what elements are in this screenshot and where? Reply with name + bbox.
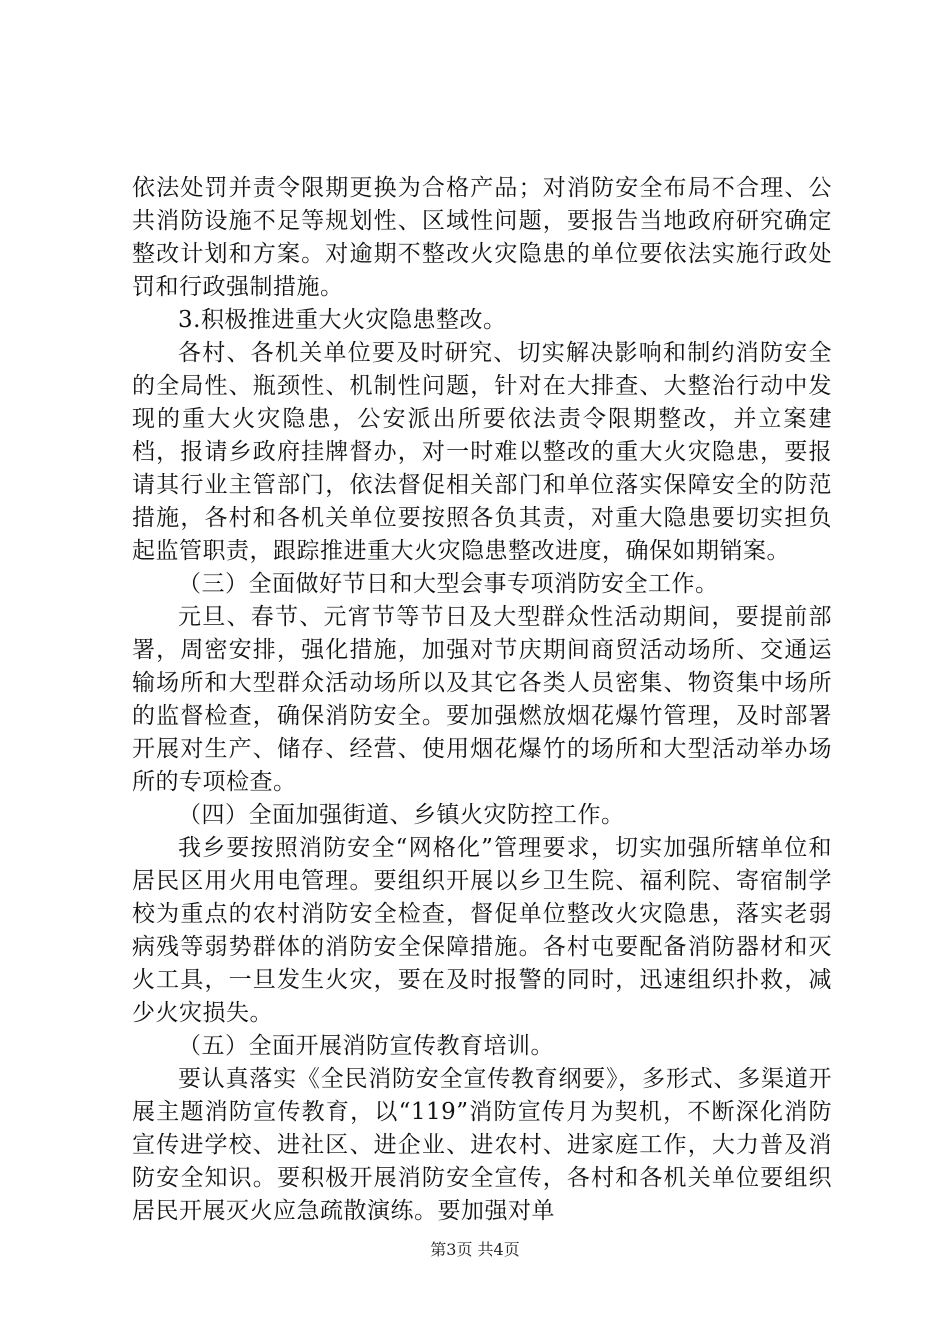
section-heading-3: （三）全面做好节日和大型会事专项消防安全工作。: [178, 571, 719, 597]
paragraph-holiday-safety: 元旦、春节、元宵节等节日及大型群众性活动期间，要提前部署，周密安排，强化措施，加强对节庆期间商贸活动场所、交通运输场所和大型群众活动场所以及其它各类人员密集、物资集中场所的监督检查，确保消防安全。要加强燃放烟花爆竹管理，及时部署开展对生产、储存、经营、使用烟花爆竹的场所和大型活动举办场所的专项检查。: [132, 604, 832, 795]
section-heading-5: （五）全面开展消防宣传教育培训。: [178, 1033, 554, 1059]
paragraph-continuation: 依法处罚并责令限期更换为合格产品；对消防安全布局不合理、公共消防设施不足等规划性、区域性问题，要报告当地政府研究确定整改计划和方案。对逾期不整改火灾隐患的单位要依法实施行政处罚和行政强制措施。: [132, 175, 832, 300]
paragraph-township-prevention: 我乡要按照消防安全“网格化”管理要求，切实加强所辖单位和居民区用火用电管理。要组织开展以乡卫生院、福利院、寄宿制学校为重点的农村消防安全检查，督促单位整改火灾隐患，落实老弱病残等弱势群体的消防安全保障措施。各村屯要配备消防器材和灭火工具，一旦发生火灾，要在及时报警的同时，迅速组织扑救，减少火灾损失。: [132, 835, 832, 1026]
paragraph-education-training: 要认真落实《全民消防安全宣传教育纲要》，多形式、多渠道开展主题消防宣传教育，以“119”消防宣传月为契机，不断深化消防宣传进学校、进社区、进企业、进农村、进家庭工作，大力普及消防安全知识。要积极开展消防安全宣传，各村和各机关单位要组织居民开展灭火应急疏散演练。要加强对单: [132, 1066, 832, 1224]
document-body: [132, 172, 832, 1228]
section-heading-4: （四）全面加强街道、乡镇火灾防控工作。: [178, 802, 625, 828]
paragraph-heading-3: 3.积极推进重大火灾隐患整改。: [178, 307, 507, 333]
paragraph-hazard-rectification: 各村、各机关单位要及时研究、切实解决影响和制约消防安全的全局性、瓶颈性、机制性问题，针对在大排查、大整治行动中发现的重大火灾隐患，公安派出所要依法责令限期整改，并立案建档，报请乡政府挂牌督办，对一时难以整改的重大火灾隐患，要报请其行业主管部门，依法督促相关部门和单位落实保障安全的防范措施，各村和各机关单位要按照各负其责，对重大隐患要切实担负起监管职责，跟踪推进重大火灾隐患整改进度，确保如期销案。: [132, 340, 832, 564]
page-footer: 第3页 共4页: [430, 1240, 520, 1259]
